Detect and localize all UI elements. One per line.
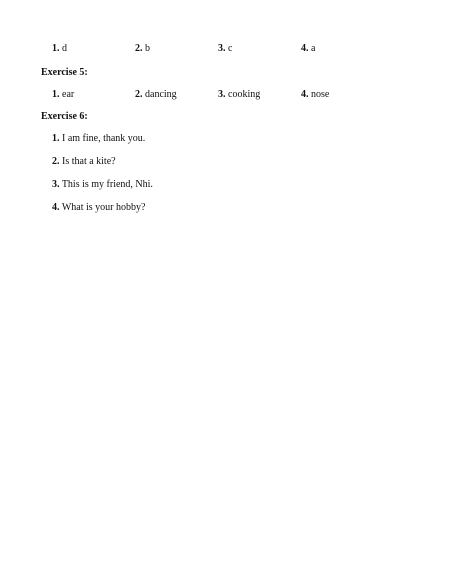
sentence-number: 3. bbox=[52, 179, 60, 190]
answer-number: 3. bbox=[218, 89, 226, 100]
answer-number: 2. bbox=[135, 89, 143, 100]
sentence-item bbox=[52, 202, 145, 214]
answer-number: 4. bbox=[301, 43, 309, 54]
exercise-6-heading: Exercise 6: bbox=[41, 111, 88, 122]
answer-number: 1. bbox=[52, 43, 60, 54]
sentence-text: Is that a kite? bbox=[62, 156, 116, 167]
answer-number: 3. bbox=[218, 43, 226, 54]
answer-item bbox=[52, 89, 74, 101]
sentence-text: This is my friend, Nhi. bbox=[61, 179, 153, 190]
exercise-5-heading: Exercise 5: bbox=[41, 67, 88, 78]
answer-item bbox=[301, 89, 329, 101]
answer-item bbox=[218, 89, 260, 101]
sentence-text: I am fine, thank you. bbox=[62, 133, 146, 144]
answer-text: b bbox=[145, 43, 150, 54]
answer-text: c bbox=[228, 43, 233, 54]
sentence-item bbox=[52, 133, 145, 145]
answer-number: 4. bbox=[301, 89, 309, 100]
answer-text: a bbox=[311, 43, 316, 54]
answer-row-exercise-5 bbox=[0, 89, 450, 103]
sentence-number: 2. bbox=[52, 156, 60, 167]
answer-item bbox=[135, 43, 150, 55]
sentence-text: What is your hobby? bbox=[61, 202, 146, 213]
answer-number: 2. bbox=[135, 43, 143, 54]
answer-text: cooking bbox=[228, 89, 261, 100]
sentence-item bbox=[52, 179, 153, 191]
answer-number: 1. bbox=[52, 89, 60, 100]
answer-row-previous bbox=[0, 43, 450, 57]
answer-item bbox=[135, 89, 177, 101]
answer-item bbox=[301, 43, 315, 55]
answer-text: d bbox=[62, 43, 67, 54]
answer-text: ear bbox=[62, 89, 75, 100]
answer-text: nose bbox=[311, 89, 330, 100]
sentence-number: 1. bbox=[52, 133, 60, 144]
sentence-item bbox=[52, 156, 116, 168]
answer-item bbox=[218, 43, 232, 55]
sentence-number: 4. bbox=[52, 202, 60, 213]
answer-item bbox=[52, 43, 67, 55]
answer-text: dancing bbox=[145, 89, 177, 100]
